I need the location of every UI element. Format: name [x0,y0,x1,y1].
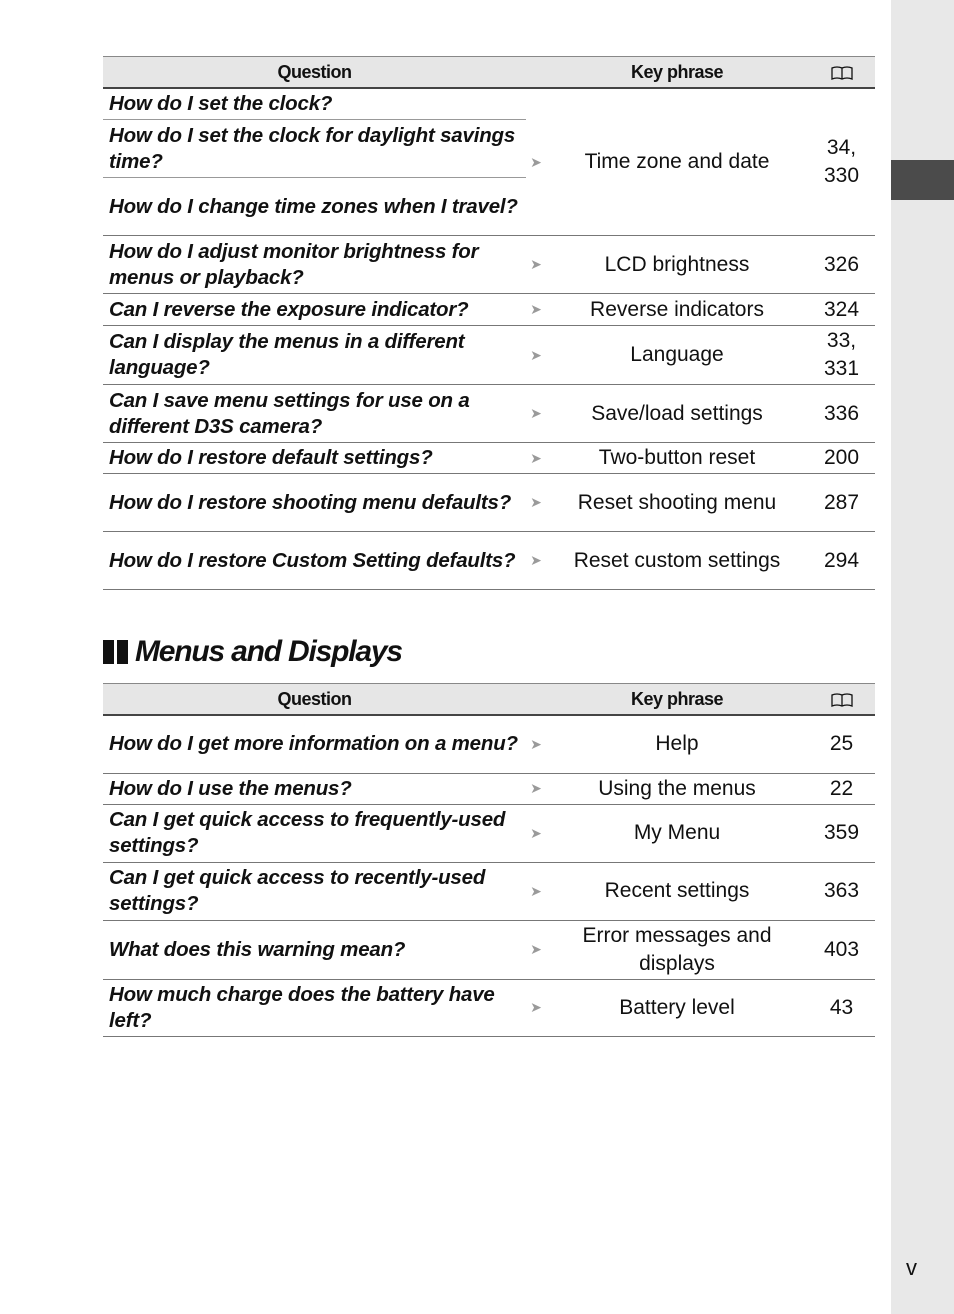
page-cell: 33, 331 [808,326,875,385]
header-question: Question [103,684,526,716]
section-heading [103,632,402,672]
header-question: Question [103,57,526,89]
key-phrase-cell: Language [546,326,808,385]
question-cell: How much charge does the battery have left? [103,979,526,1036]
header-key-phrase: Key phrase [546,57,808,89]
page-cell: 200 [808,443,875,474]
page-cell: 324 [808,294,875,326]
key-phrase-cell: Reset custom settings [546,532,808,590]
table-row [103,979,875,1036]
page-cell: 22 [808,773,875,804]
header-page [808,57,875,89]
table-row [103,532,875,590]
arrow-icon: ➤ [526,715,546,773]
key-phrase-cell: Recent settings [546,862,808,920]
arrow-icon: ➤ [526,236,546,294]
table-row [103,773,875,804]
arrow-icon: ➤ [526,443,546,474]
table-row [103,862,875,920]
question-cell: How do I set the clock for daylight savings time? [103,120,526,178]
page-cell: 359 [808,804,875,862]
question-cell: How do I use the menus? [103,773,526,804]
table-header-row [103,684,875,716]
arrow-icon: ➤ [526,804,546,862]
key-phrase-cell: Help [546,715,808,773]
arrow-icon: ➤ [526,326,546,385]
arrow-icon: ➤ [526,88,546,236]
question-cell: Can I reverse the exposure indicator? [103,294,526,326]
page-number: v [906,1255,917,1280]
key-phrase-cell: Reverse indicators [546,294,808,326]
header-page [808,684,875,716]
page-cell: 34, 330 [808,88,875,236]
arrow-icon: ➤ [526,920,546,979]
key-phrase-cell: Using the menus [546,773,808,804]
question-cell: How do I adjust monitor brightness for menus or playback? [103,236,526,294]
table-row [103,294,875,326]
question-cell: How do I restore shooting menu defaults? [103,474,526,532]
chapter-tab [891,160,954,200]
faq-table-2 [103,683,875,1037]
table-row [103,474,875,532]
section-title: Menus and Displays [135,635,402,668]
faq-table-1 [103,56,875,590]
key-phrase-cell: Save/load settings [546,385,808,443]
table-row [103,804,875,862]
table-row [103,920,875,979]
arrow-icon: ➤ [526,294,546,326]
heading-marker-icon [117,640,128,664]
table-row [103,88,875,120]
page-cell: 403 [808,920,875,979]
table-header-row [103,57,875,89]
question-cell: What does this warning mean? [103,920,526,979]
arrow-icon: ➤ [526,979,546,1036]
book-icon [831,692,853,708]
table-row [103,326,875,385]
key-phrase-cell: LCD brightness [546,236,808,294]
table-row [103,715,875,773]
question-cell: Can I get quick access to recently-used settings? [103,862,526,920]
arrow-icon: ➤ [526,385,546,443]
question-cell: How do I change time zones when I travel? [103,178,526,236]
arrow-icon: ➤ [526,773,546,804]
key-phrase-cell: Two-button reset [546,443,808,474]
question-cell: How do I restore default settings? [103,443,526,474]
key-phrase-cell: Battery level [546,979,808,1036]
key-phrase-cell: My Menu [546,804,808,862]
page-cell: 326 [808,236,875,294]
arrow-icon: ➤ [526,532,546,590]
question-cell: Can I save menu settings for use on a different D3S camera? [103,385,526,443]
question-cell: Can I display the menus in a different language? [103,326,526,385]
question-cell: How do I get more information on a menu? [103,715,526,773]
page-cell: 43 [808,979,875,1036]
question-cell: How do I restore Custom Setting defaults? [103,532,526,590]
book-icon [831,65,853,81]
heading-marker-icon [103,640,114,664]
table-row [103,236,875,294]
key-phrase-cell: Time zone and date [546,88,808,236]
table-row [103,385,875,443]
arrow-icon: ➤ [526,474,546,532]
question-cell: How do I set the clock? [103,88,526,120]
page-cell: 287 [808,474,875,532]
page-cell: 25 [808,715,875,773]
page-cell: 294 [808,532,875,590]
key-phrase-cell: Reset shooting menu [546,474,808,532]
page-cell: 336 [808,385,875,443]
question-cell: Can I get quick access to frequently-used settings? [103,804,526,862]
table-row [103,443,875,474]
arrow-icon: ➤ [526,862,546,920]
page-cell: 363 [808,862,875,920]
key-phrase-cell: Error messages and displays [546,920,808,979]
header-key-phrase: Key phrase [546,684,808,716]
